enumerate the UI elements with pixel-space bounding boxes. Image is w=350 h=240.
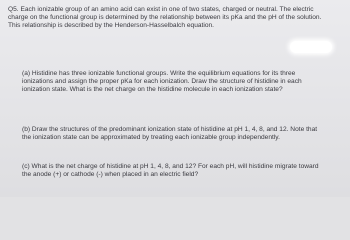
part-a-label: (a)	[22, 70, 31, 77]
part-b	[22, 126, 322, 142]
part-a-text: Histidine has three ionizable functional groups. Write the equilibrium equations for its three ionizations and assign the proper pKa for each ionization. Draw the structure of histidine in each ionization state. What is the net charge on the histidine molecule in each ionization state?	[22, 70, 302, 94]
white-smudge	[290, 41, 332, 53]
question-text: Each ionizable group of an amino acid can exist in one of two states, charged or neutral. The electric charge on the functional group is determined by the relationship between its pKa and the pH of the solution. This relationship is described by the Henderson-Hasselbalch equation.	[8, 6, 322, 30]
part-b-text: Draw the structures of the predominant ionization state of histidine at pH 1, 4, 8, and 12. Note that the ionization state can be approximated by treating each ionizable group independently.	[22, 126, 318, 142]
question-paragraph	[8, 6, 334, 30]
part-a	[22, 70, 322, 94]
part-c-text: What is the net charge of histidine at pH 1, 4, 8, and 12? For each pH, will histidine migrate toward the anode (+) or cathode (-) when placed in an electric field?	[22, 163, 319, 179]
part-c	[22, 163, 322, 179]
part-c-label: (c)	[22, 163, 30, 170]
question-number: Q5.	[8, 6, 19, 13]
part-b-label: (b)	[22, 126, 31, 133]
